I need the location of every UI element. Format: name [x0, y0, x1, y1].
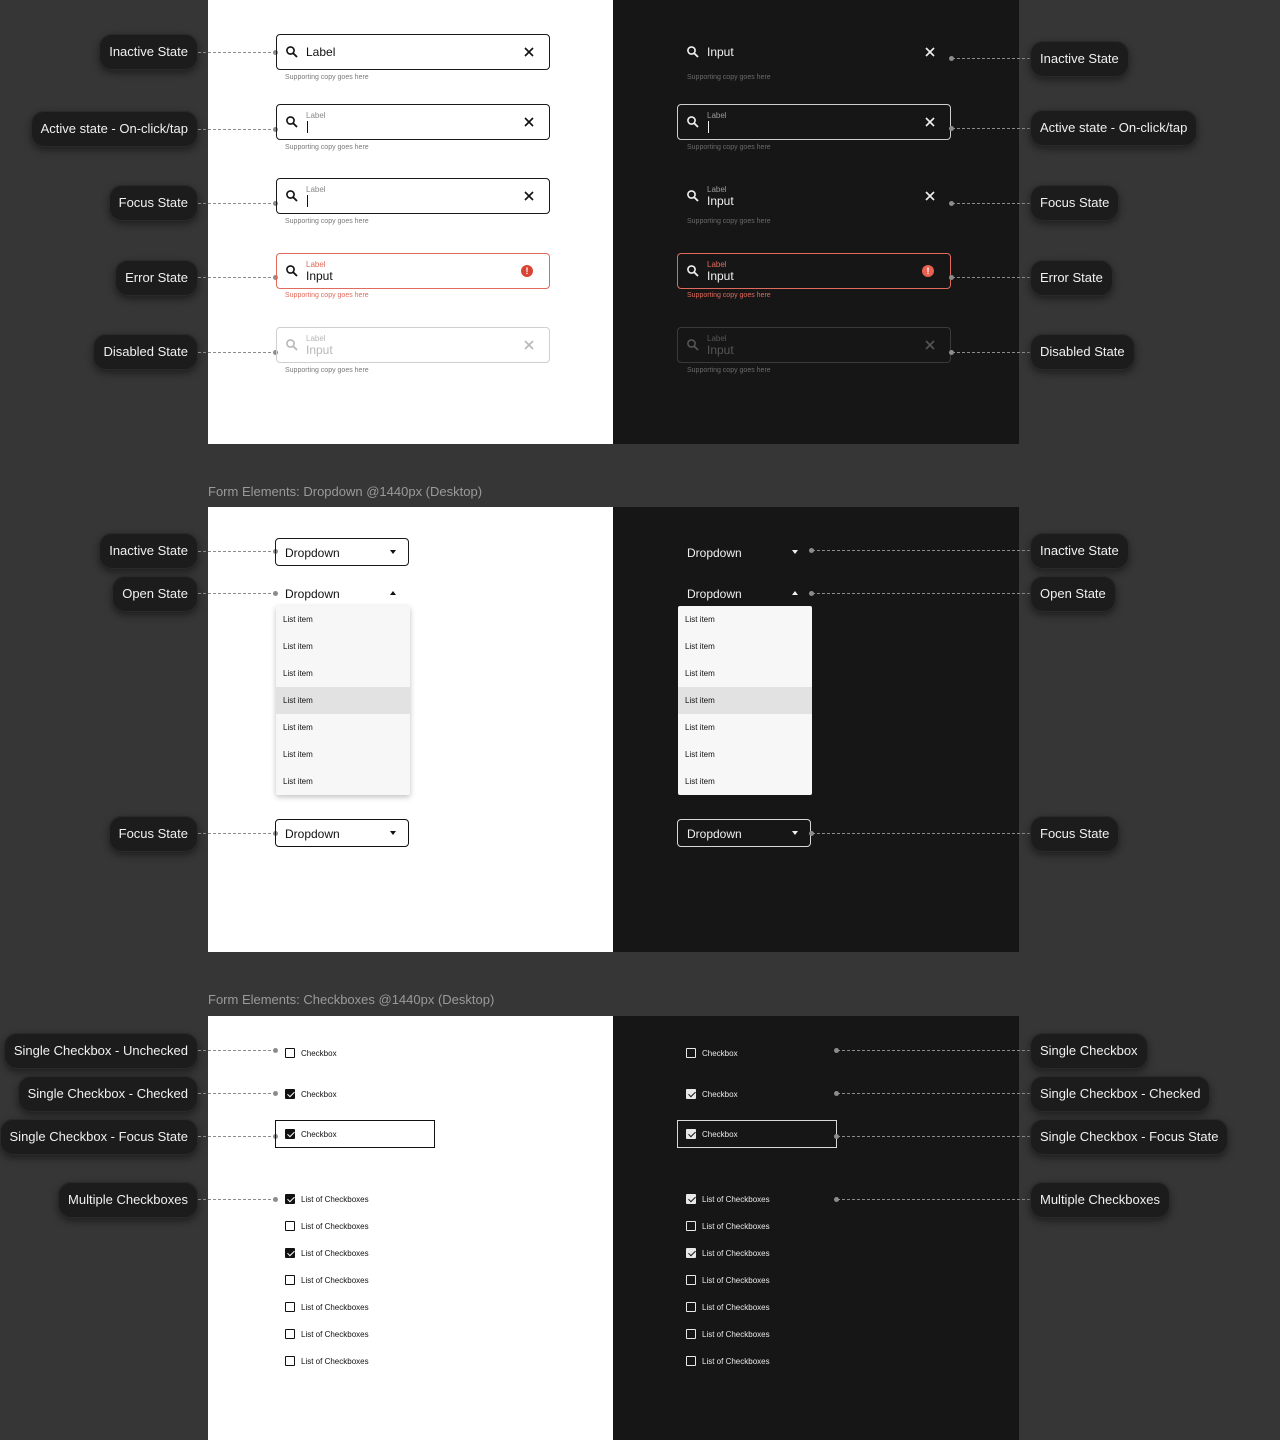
- close-icon[interactable]: [523, 116, 535, 128]
- leader-line: [198, 551, 276, 552]
- leader-dot: [273, 1048, 278, 1053]
- leader-line: [812, 550, 1030, 551]
- search-icon: [686, 338, 700, 352]
- cb-label-multiple-right: Multiple Checkboxes: [1030, 1182, 1170, 1218]
- check-icon[interactable]: [686, 1129, 696, 1139]
- dropdown-section-title: Form Elements: Dropdown @1440px (Desktop): [208, 484, 483, 499]
- close-icon[interactable]: [924, 190, 936, 202]
- list-checkbox[interactable]: [285, 1354, 369, 1368]
- dropdown-label: Dropdown: [285, 827, 340, 841]
- field-value: Input: [707, 269, 734, 283]
- checkbox-box[interactable]: [686, 1275, 696, 1285]
- field-text: Label: [306, 45, 336, 59]
- list-checkbox[interactable]: [285, 1246, 369, 1260]
- field-text: Input: [707, 45, 734, 59]
- checkbox-label: Checkbox: [301, 1089, 337, 1099]
- checkbox-box[interactable]: [285, 1302, 295, 1312]
- tf-label-active-left: Active state - On-click/tap: [31, 111, 198, 147]
- leader-line: [952, 352, 1030, 353]
- list-item[interactable]: List item: [283, 777, 313, 786]
- supporting-text: Supporting copy goes here: [687, 218, 771, 225]
- dropdown-label: Dropdown: [687, 587, 742, 601]
- leader-line: [198, 277, 276, 278]
- text-field-active[interactable]: [276, 104, 550, 140]
- tf-label-inactive-left: Inactive State: [99, 34, 198, 70]
- checkbox-section-title: Form Elements: Checkboxes @1440px (Desktop): [208, 992, 495, 1007]
- supporting-text: Supporting copy goes here: [285, 144, 369, 151]
- cb-label-focus-left: Single Checkbox - Focus State: [0, 1119, 198, 1155]
- check-icon[interactable]: [285, 1194, 295, 1204]
- tf-label-focus-right: Focus State: [1030, 185, 1119, 221]
- field-label: Label: [306, 334, 326, 343]
- list-item-hovered[interactable]: List item: [678, 687, 812, 714]
- list-item[interactable]: List item: [283, 723, 313, 732]
- search-icon: [686, 115, 700, 129]
- list-checkbox[interactable]: [285, 1273, 369, 1287]
- close-icon[interactable]: [523, 190, 535, 202]
- dropdown-label: Dropdown: [687, 546, 742, 560]
- supporting-text: Supporting copy goes here: [687, 144, 771, 151]
- list-checkbox[interactable]: [686, 1273, 770, 1287]
- leader-line: [952, 203, 1030, 204]
- text-field-focus[interactable]: [276, 178, 550, 214]
- field-value: Input: [707, 343, 734, 357]
- search-icon: [285, 115, 299, 129]
- field-value: Input: [306, 269, 333, 283]
- list-checkbox[interactable]: [686, 1219, 770, 1233]
- caret-down-icon: [390, 550, 396, 554]
- dd-label-open-left: Open State: [112, 576, 198, 612]
- dropdown-inactive-dark[interactable]: [677, 538, 811, 566]
- list-checkbox[interactable]: [686, 1246, 770, 1260]
- list-item[interactable]: List item: [283, 642, 313, 651]
- search-icon: [285, 45, 299, 59]
- dropdown-light-panel: [208, 507, 613, 952]
- list-item[interactable]: List item: [685, 642, 715, 651]
- checkbox-label: List of Checkboxes: [702, 1302, 770, 1312]
- checkbox-label: List of Checkboxes: [702, 1329, 770, 1339]
- checkbox-label: List of Checkboxes: [702, 1356, 770, 1366]
- tf-label-error-right: Error State: [1030, 260, 1113, 296]
- dropdown-label: Dropdown: [285, 587, 340, 601]
- search-icon: [686, 189, 700, 203]
- close-icon[interactable]: [523, 46, 535, 58]
- list-checkbox[interactable]: [686, 1300, 770, 1314]
- supporting-text: Supporting copy goes here: [687, 367, 771, 374]
- caret-down-icon: [390, 831, 396, 835]
- checkbox-box[interactable]: [285, 1048, 295, 1058]
- checkbox-label: List of Checkboxes: [301, 1356, 369, 1366]
- checkbox-label: List of Checkboxes: [301, 1221, 369, 1231]
- supporting-text: Supporting copy goes here: [285, 74, 369, 81]
- check-icon[interactable]: [285, 1248, 295, 1258]
- tf-label-disabled-left: Disabled State: [93, 334, 198, 370]
- leader-line: [837, 1199, 1030, 1200]
- supporting-text-error: Supporting copy goes here: [285, 292, 369, 299]
- dd-label-inactive-left: Inactive State: [99, 533, 198, 569]
- list-checkbox[interactable]: [285, 1192, 369, 1206]
- error-icon: !: [521, 265, 533, 277]
- dropdown-open[interactable]: [275, 579, 409, 607]
- dd-label-focus-right: Focus State: [1030, 816, 1119, 852]
- field-label: Label: [707, 260, 727, 269]
- checkbox-box[interactable]: [686, 1048, 696, 1058]
- list-checkbox[interactable]: [285, 1219, 369, 1233]
- check-icon[interactable]: [686, 1248, 696, 1258]
- close-icon: [523, 339, 535, 351]
- field-label: Label: [707, 334, 727, 343]
- list-item[interactable]: List item: [685, 777, 715, 786]
- leader-line: [837, 1136, 1030, 1137]
- tf-label-disabled-right: Disabled State: [1030, 334, 1135, 370]
- search-icon: [686, 264, 700, 278]
- checkbox-unchecked-dark[interactable]: [686, 1046, 738, 1060]
- checkbox-label: List of Checkboxes: [702, 1194, 770, 1204]
- check-icon[interactable]: [686, 1089, 696, 1099]
- field-label: Label: [306, 260, 326, 269]
- checkbox-label: Checkbox: [702, 1089, 738, 1099]
- close-icon[interactable]: [924, 116, 936, 128]
- cb-label-unchecked-left: Single Checkbox - Unchecked: [4, 1033, 198, 1069]
- text-caret: [708, 121, 709, 133]
- dropdown-focus[interactable]: [275, 819, 409, 847]
- field-value: Input: [707, 194, 734, 208]
- checkbox-box[interactable]: [285, 1275, 295, 1285]
- checkbox-box[interactable]: [285, 1356, 295, 1366]
- check-icon[interactable]: [686, 1194, 696, 1204]
- search-icon: [285, 338, 299, 352]
- leader-line: [198, 203, 276, 204]
- checkbox-label: List of Checkboxes: [702, 1248, 770, 1258]
- text-field-inactive[interactable]: [276, 34, 550, 70]
- dropdown-menu-dark: [678, 606, 812, 795]
- checkbox-label: List of Checkboxes: [301, 1275, 369, 1285]
- leader-line: [198, 593, 276, 594]
- error-icon: !: [922, 265, 934, 277]
- list-item-hovered[interactable]: List item: [276, 687, 410, 714]
- text-field-active-dark[interactable]: [677, 104, 951, 140]
- list-item[interactable]: List item: [283, 750, 313, 759]
- text-field-inactive-dark[interactable]: [677, 34, 951, 70]
- field-label: Label: [707, 111, 727, 120]
- dropdown-inactive[interactable]: [275, 538, 409, 566]
- supporting-text: Supporting copy goes here: [687, 74, 771, 81]
- check-icon[interactable]: [285, 1089, 295, 1099]
- cb-label-checked-right: Single Checkbox - Checked: [1030, 1076, 1210, 1112]
- field-value: Input: [306, 343, 333, 357]
- leader-line: [952, 128, 1030, 129]
- dropdown-focus-dark[interactable]: [677, 819, 811, 847]
- checkbox-box[interactable]: [686, 1356, 696, 1366]
- text-caret: [307, 121, 308, 133]
- close-icon[interactable]: [924, 46, 936, 58]
- checkbox-box[interactable]: [686, 1302, 696, 1312]
- cb-label-focus-right: Single Checkbox - Focus State: [1030, 1119, 1228, 1155]
- leader-line: [198, 52, 276, 53]
- text-field-error[interactable]: [276, 253, 550, 289]
- list-checkbox[interactable]: [686, 1354, 770, 1368]
- dd-label-inactive-right: Inactive State: [1030, 533, 1129, 569]
- dd-label-open-right: Open State: [1030, 576, 1116, 612]
- checkbox-label: Checkbox: [301, 1129, 337, 1139]
- checkbox-box[interactable]: [686, 1221, 696, 1231]
- list-item[interactable]: List item: [283, 615, 313, 624]
- leader-line: [812, 833, 1030, 834]
- leader-line: [198, 352, 276, 353]
- tf-label-error-left: Error State: [115, 260, 198, 296]
- checkbox-label: List of Checkboxes: [301, 1329, 369, 1339]
- tf-label-focus-left: Focus State: [109, 185, 198, 221]
- checkbox-focused-dark[interactable]: [686, 1127, 738, 1141]
- caret-down-icon: [792, 550, 798, 554]
- checkbox-box[interactable]: [686, 1329, 696, 1339]
- field-label: Label: [306, 111, 326, 120]
- checkbox-focused[interactable]: [285, 1127, 337, 1141]
- field-label: Label: [707, 185, 727, 194]
- check-icon[interactable]: [285, 1129, 295, 1139]
- checkbox-label: Checkbox: [301, 1048, 337, 1058]
- list-checkbox[interactable]: [285, 1327, 369, 1341]
- search-icon: [686, 45, 700, 59]
- checkbox-light-panel: [208, 1016, 613, 1440]
- checkbox-label: Checkbox: [702, 1129, 738, 1139]
- leader-line: [812, 593, 1030, 594]
- checkbox-checked-dark[interactable]: [686, 1087, 738, 1101]
- text-field-error-dark[interactable]: [677, 253, 951, 289]
- tf-label-inactive-right: Inactive State: [1030, 41, 1129, 77]
- dd-label-focus-left: Focus State: [109, 816, 198, 852]
- supporting-text: Supporting copy goes here: [285, 218, 369, 225]
- leader-line: [198, 1050, 276, 1051]
- field-label: Label: [306, 185, 326, 194]
- list-item[interactable]: List item: [283, 669, 313, 678]
- tf-label-active-right: Active state - On-click/tap: [1030, 110, 1197, 146]
- dropdown-dark-panel: [613, 507, 1019, 952]
- leader-line: [198, 129, 276, 130]
- cb-label-checked-left: Single Checkbox - Checked: [18, 1076, 198, 1112]
- dropdown-label: Dropdown: [687, 827, 742, 841]
- supporting-text: Supporting copy goes here: [285, 367, 369, 374]
- list-checkbox[interactable]: [686, 1327, 770, 1341]
- leader-dot: [273, 1197, 278, 1202]
- list-item[interactable]: List item: [685, 723, 715, 732]
- list-checkbox[interactable]: [686, 1192, 770, 1206]
- checkbox-box[interactable]: [285, 1329, 295, 1339]
- dropdown-open-dark[interactable]: [677, 579, 811, 607]
- text-caret: [307, 195, 308, 207]
- leader-line: [837, 1093, 1030, 1094]
- search-icon: [285, 189, 299, 203]
- checkbox-label: List of Checkboxes: [702, 1275, 770, 1285]
- leader-line: [198, 833, 276, 834]
- leader-line: [198, 1136, 276, 1137]
- checkbox-dark-panel: [613, 1016, 1019, 1440]
- checkbox-unchecked[interactable]: [285, 1046, 337, 1060]
- close-icon: [924, 339, 936, 351]
- text-field-disabled: [276, 327, 550, 363]
- leader-line: [837, 1050, 1030, 1051]
- list-item[interactable]: List item: [685, 615, 715, 624]
- leader-line: [952, 277, 1030, 278]
- leader-dot: [273, 1091, 278, 1096]
- cb-label-single-right: Single Checkbox: [1030, 1033, 1148, 1069]
- checkbox-label: Checkbox: [702, 1048, 738, 1058]
- leader-line: [952, 58, 1030, 59]
- checkbox-label: List of Checkboxes: [702, 1221, 770, 1231]
- checkbox-label: List of Checkboxes: [301, 1302, 369, 1312]
- leader-line: [198, 1199, 276, 1200]
- checkbox-checked[interactable]: [285, 1087, 337, 1101]
- cb-label-multiple-left: Multiple Checkboxes: [58, 1182, 198, 1218]
- caret-up-icon: [792, 591, 798, 595]
- dropdown-label: Dropdown: [285, 546, 340, 560]
- search-icon: [285, 264, 299, 278]
- list-item[interactable]: List item: [685, 669, 715, 678]
- list-item[interactable]: List item: [685, 750, 715, 759]
- list-checkbox[interactable]: [285, 1300, 369, 1314]
- text-field-focus-dark[interactable]: [677, 178, 951, 214]
- caret-down-icon: [792, 831, 798, 835]
- checkbox-label: List of Checkboxes: [301, 1194, 369, 1204]
- checkbox-label: List of Checkboxes: [301, 1248, 369, 1258]
- text-field-disabled-dark: [677, 327, 951, 363]
- dropdown-menu: [276, 606, 410, 795]
- leader-line: [198, 1093, 276, 1094]
- caret-up-icon: [390, 591, 396, 595]
- checkbox-box[interactable]: [285, 1221, 295, 1231]
- supporting-text-error: Supporting copy goes here: [687, 292, 771, 299]
